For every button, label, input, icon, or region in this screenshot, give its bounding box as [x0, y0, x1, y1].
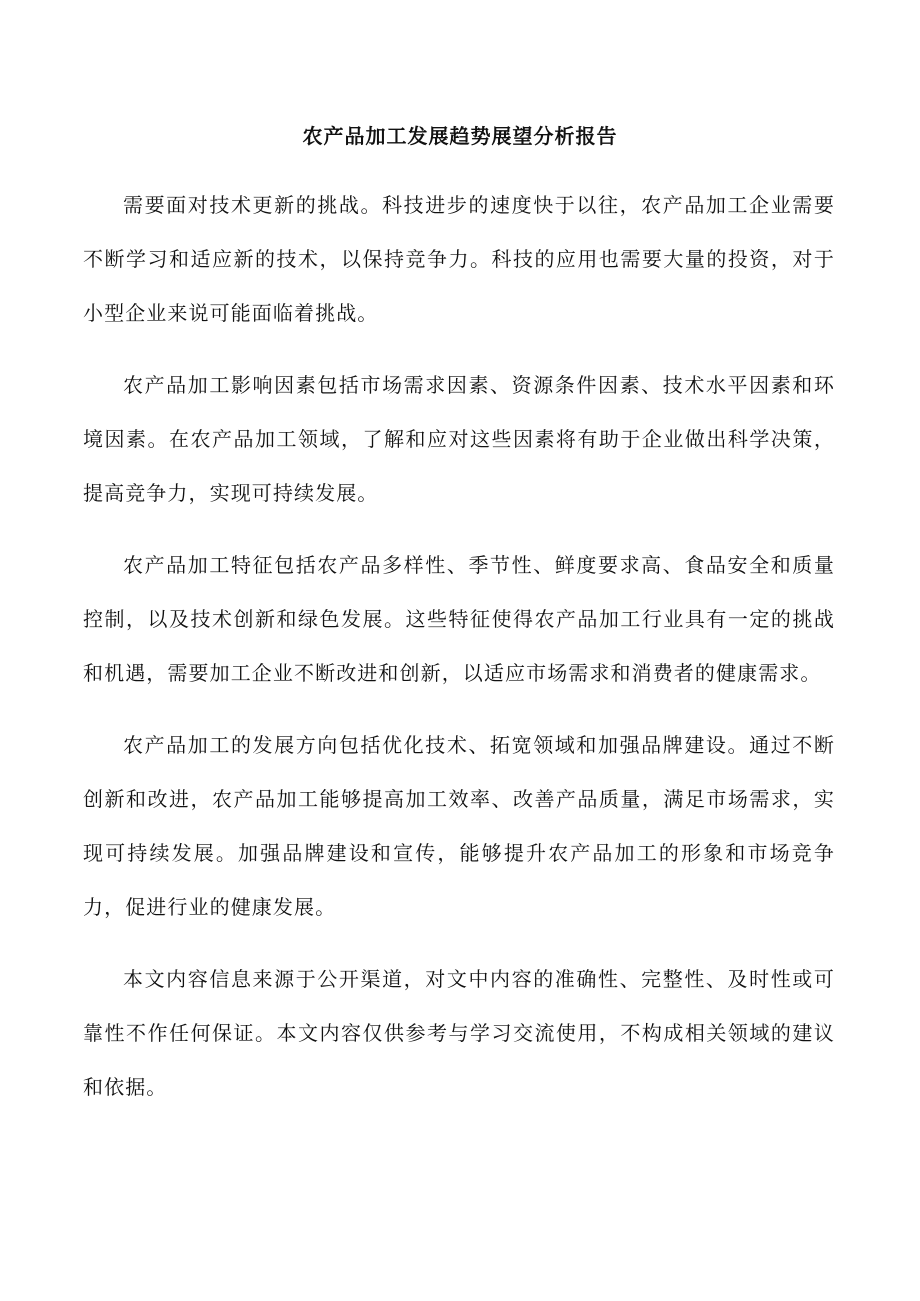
- paragraph-influencing-factors: 农产品加工影响因素包括市场需求因素、资源条件因素、技术水平因素和环境因素。在农产品加工领域，了解和应对这些因素将有助于企业做出科学决策，提高竞争力，实现可持续发展。: [83, 373, 835, 505]
- paragraph-characteristics: 农产品加工特征包括农产品多样性、季节性、鲜度要求高、食品安全和质量控制，以及技术创新和绿色发展。这些特征使得农产品加工行业具有一定的挑战和机遇，需要加工企业不断改进和创新，以适应市场需求和消费者的健康需求。: [83, 553, 835, 685]
- paragraph-disclaimer: 本文内容信息来源于公开渠道，对文中内容的准确性、完整性、及时性或可靠性不作任何保证。本文内容仅供参考与学习交流使用，不构成相关领域的建议和依据。: [83, 967, 835, 1099]
- paragraph-development-direction: 农产品加工的发展方向包括优化技术、拓宽领域和加强品牌建设。通过不断创新和改进，农产品加工能够提高加工效率、改善产品质量，满足市场需求，实现可持续发展。加强品牌建设和宣传，能够提升农产品加工的形象和市场竞争力，促进行业的健康发展。: [83, 733, 835, 919]
- paragraph-tech-challenge: 需要面对技术更新的挑战。科技进步的速度快于以往，农产品加工企业需要不断学习和适应新的技术，以保持竞争力。科技的应用也需要大量的投资，对于小型企业来说可能面临着挑战。: [83, 193, 835, 325]
- document-body: [83, 178, 835, 1132]
- document-title: 农产品加工发展趋势展望分析报告: [302, 124, 618, 148]
